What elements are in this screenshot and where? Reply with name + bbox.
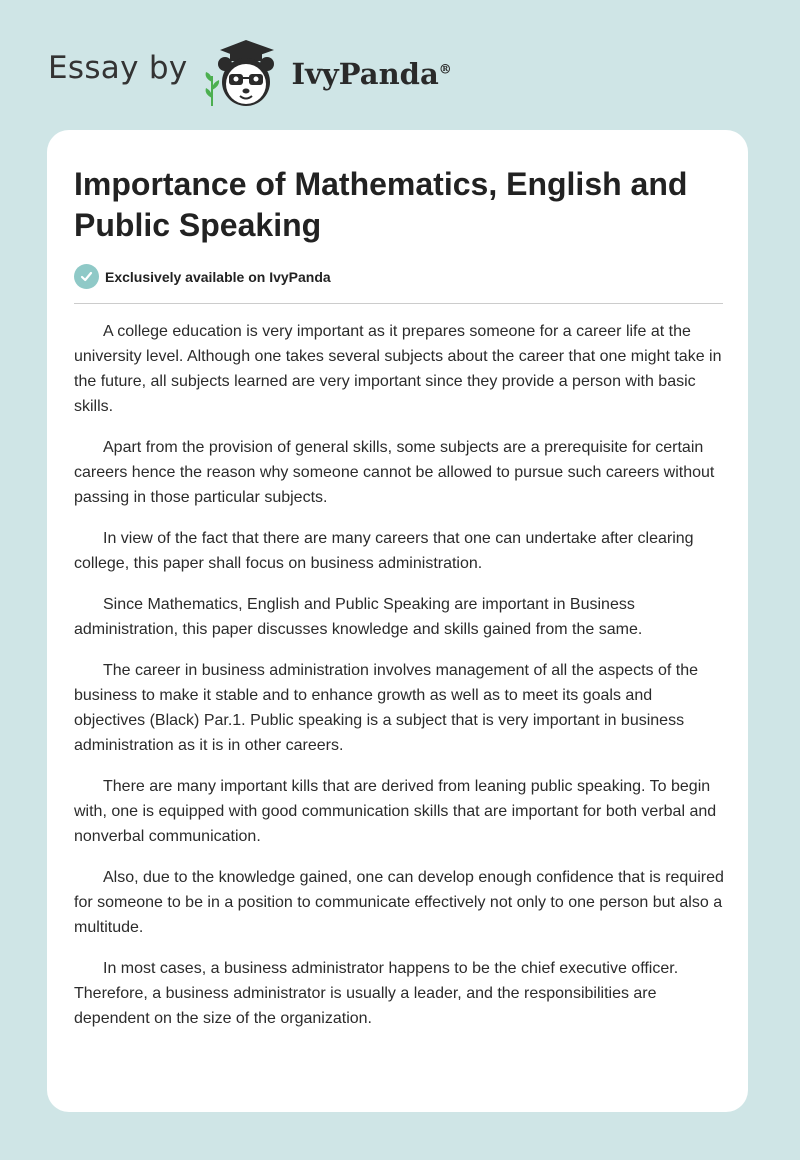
paragraph: The career in business administration involves management of all the aspects of the business to make it stable and to enhance growth as well as to meet its goals and objectives (Black) Par.1. Public speaking is a subject that is very important in business administration as it is in other careers.	[74, 662, 698, 754]
article-card	[47, 130, 748, 1112]
paragraph: Also, due to the knowledge gained, one can develop enough confidence that is required for someone to be in a position to communicate effectively not only to one person but also a multitude.	[74, 869, 724, 936]
paragraph: In view of the fact that there are many careers that one can undertake after clearing college, this paper shall focus on business administration.	[74, 530, 694, 572]
site-header	[48, 36, 452, 112]
divider	[74, 303, 723, 304]
exclusive-badge-label: Exclusively available on IvyPanda	[105, 268, 331, 285]
exclusive-badge	[74, 264, 331, 289]
paragraph: In most cases, a business administrator happens to be the chief executive officer. Therefore, a business administrator is usually a leader, and the responsibilities are dependent on the size of the organization.	[74, 960, 679, 1027]
check-icon	[74, 264, 99, 289]
article-body	[74, 319, 726, 1047]
paragraph: A college education is very important as it prepares someone for a career life at the university level. Although one takes several subjects about the career that one might take in the future, all subjects learned are very important since they provide a person with basic skills.	[74, 323, 722, 415]
panda-graduate-icon[interactable]	[200, 36, 288, 112]
paragraph: Since Mathematics, English and Public Speaking are important in Business administration, this paper discusses knowledge and skills gained from the same.	[74, 596, 643, 638]
page-title: Importance of Mathematics, English and Public Speaking	[74, 166, 688, 243]
paragraph: Apart from the provision of general skills, some subjects are a prerequisite for certain careers hence the reason why someone cannot be allowed to pursue such careers without passing in those particular subjects.	[74, 439, 715, 506]
trademark-symbol: ®	[438, 62, 452, 78]
paragraph: There are many important kills that are derived from leaning public speaking. To begin with, one is equipped with good communication skills that are important for both verbal and nonverbal communication.	[74, 778, 717, 845]
essay-by-label: Essay by	[48, 50, 188, 86]
brand-name[interactable]: IvyPanda®	[291, 57, 452, 91]
